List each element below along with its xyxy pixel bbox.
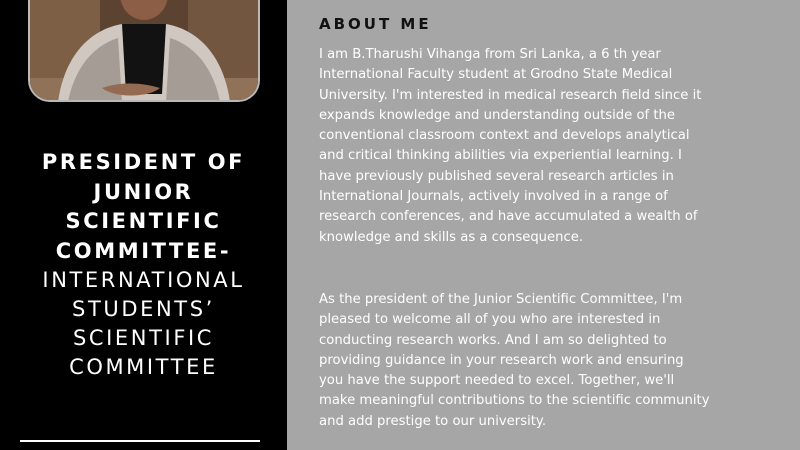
profile-panel <box>0 0 287 450</box>
about-paragraph-intro: I am B.Tharushi Vihanga from Sri Lanka, a 6 th year International Faculty student at Grodno State Medical University. I'm interested in medical research field since it expands knowledge and understanding outside of the conventional classroom context and develops analytical and critical thinking abilities via experiential learning. I have previously published several research articles in International Journals, actively involved in a range of research conferences, and have accumulated a wealth of knowledge and skills as a consequence. <box>319 47 702 245</box>
about-paragraph-welcome: As the president of the Junior Scientific Committee, I'm pleased to welcome all of you who are interested in conducting research works. And I am so delighted to providing guidance in your research work and ensuring you have the support needed to excel. Together, we'll make meaningful contributions to the scientific community and add prestige to our university. <box>319 292 710 429</box>
title-line: JUNIOR <box>93 179 194 204</box>
profile-photo-illustration <box>30 0 258 102</box>
profile-photo <box>28 0 260 102</box>
about-heading: ABOUT ME <box>319 15 432 33</box>
profile-title <box>0 148 287 382</box>
divider <box>20 440 260 442</box>
title-line: STUDENTS’ <box>72 297 215 321</box>
about-panel <box>287 0 800 450</box>
title-line: COMMITTEE- <box>55 238 232 263</box>
title-line: SCIENTIFIC <box>72 326 215 350</box>
title-line: PRESIDENT OF <box>41 150 246 174</box>
title-line: COMMITTEE <box>69 355 218 379</box>
title-line: SCIENTIFIC <box>65 209 222 233</box>
title-line: INTERNATIONAL <box>42 268 245 292</box>
